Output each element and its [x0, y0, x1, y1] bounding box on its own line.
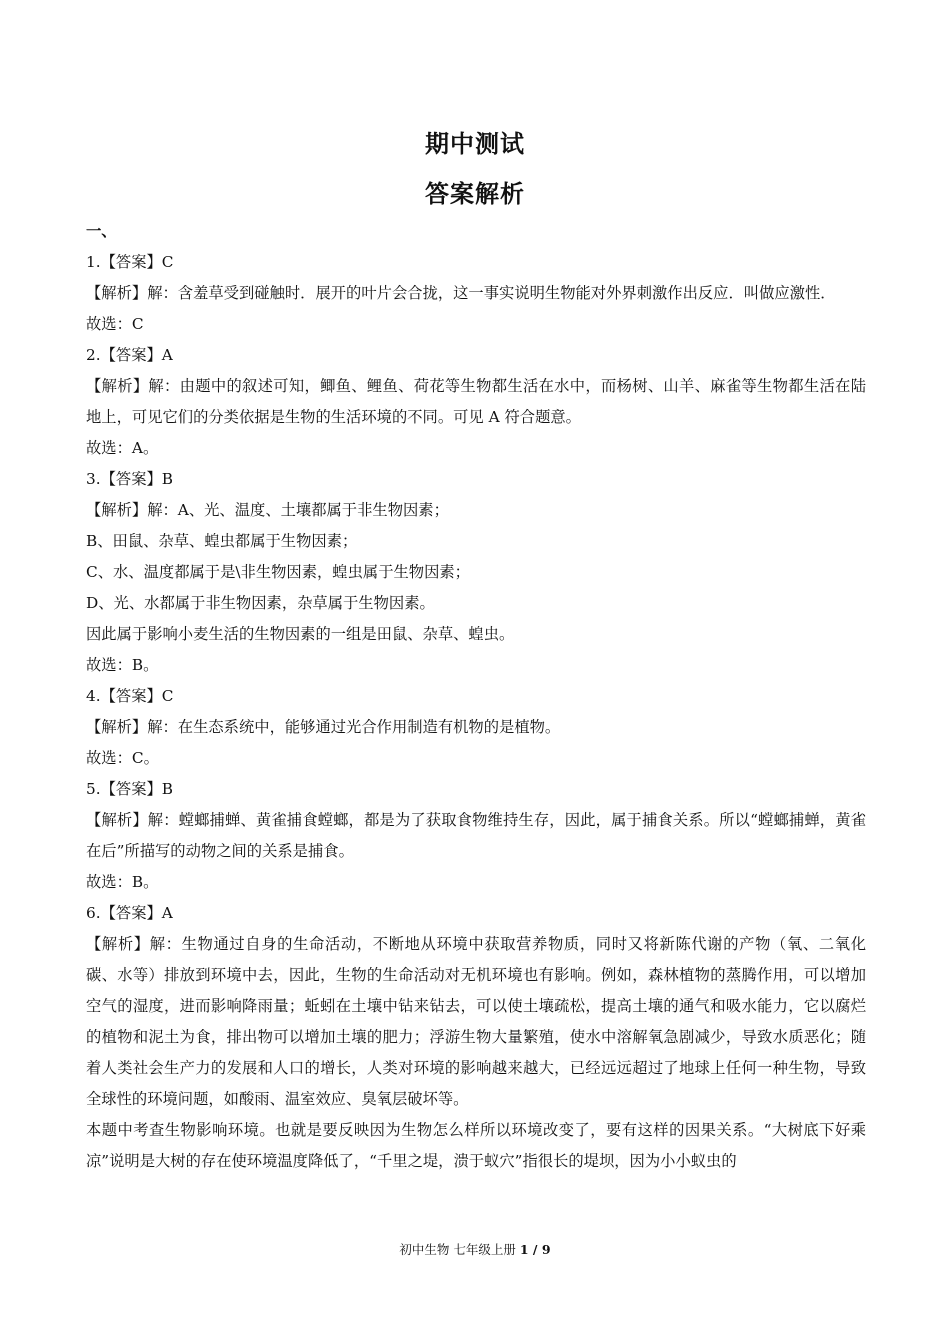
answer-line: 4.【答案】C — [86, 687, 174, 705]
page-separator: / — [528, 1242, 542, 1257]
answer-line: 6.【答案】A — [86, 904, 173, 922]
answer-line: 1.【答案】C — [86, 253, 174, 271]
choice-line: 故选：A。 — [86, 439, 159, 457]
analysis-line: 因此属于影响小麦生活的生物因素的一组是田鼠、杂草、蝗虫。 — [86, 625, 515, 643]
analysis-line: C、水、温度都属于是\非生物因素，蝗虫属于生物因素； — [86, 563, 470, 581]
analysis-line: 【解析】解：A、光、温度、土壤都属于非生物因素； — [86, 501, 449, 519]
choice-line: 故选：B。 — [86, 656, 159, 674]
analysis-line: 【解析】解：螳螂捕蝉、黄雀捕食螳螂，都是为了获取食物维持生存，因此，属于捕食关系。所以“螳螂捕蝉，黄雀在后”所描写的动物之间的关系是捕食。 — [86, 811, 866, 860]
analysis-line: 【解析】解：由题中的叙述可知，鲫鱼、鲤鱼、荷花等生物都生活在水中，而杨树、山羊、麻雀等生物都生活在陆地上，可见它们的分类依据是生物的生活环境的不同。可见 A 符合题意。 — [86, 377, 866, 426]
page-number: 1 — [519, 1242, 529, 1257]
answer-body — [86, 216, 866, 1177]
analysis-line: 本题中考查生物影响环境。也就是要反映因为生物怎么样所以环境改变了，要有这样的因果关系。“大树底下好乘凉”说明是大树的存在使环境温度降低了，“千里之堤，溃于蚁穴”指很长的堤坝，因为小小蚁虫的 — [86, 1121, 866, 1170]
answer-line: 3.【答案】B — [86, 470, 174, 488]
answer-line: 5.【答案】B — [86, 780, 174, 798]
footer-label: 初中生物 七年级上册 — [399, 1242, 520, 1257]
document-title: 期中测试 — [425, 130, 525, 158]
analysis-line: B、田鼠、杂草、蝗虫都属于生物因素； — [86, 532, 358, 550]
page-total: 9 — [541, 1242, 551, 1257]
answer-line: 2.【答案】A — [86, 346, 173, 364]
analysis-line: 【解析】解：含羞草受到碰触时．展开的叶片会合拢，这一事实说明生物能对外界刺激作出反应．叫做应激性． — [86, 284, 836, 302]
analysis-line: 【解析】解：生物通过自身的生命活动，不断地从环境中获取营养物质，同时又将新陈代谢的产物（氧、二氧化碳、水等）排放到环境中去，因此，生物的生命活动对无机环境也有影响。例如，森林植物的蒸腾作用，可以增加空气的湿度，进而影响降雨量；蚯蚓在土壤中钻来钻去，可以使土壤疏松，提高土壤的通气和吸水能力，它以腐烂的植物和泥土为食，排出物可以增加土壤的肥力；浮游生物大量繁殖，使水中溶解氧急剧减少，导致水质恶化；随着人类社会生产力的发展和人口的增长，人类对环境的影响越来越大，已经远远超过了地球上任何一种生物，导致全球性的环境问题，如酸雨、温室效应、臭氧层破坏等。 — [86, 935, 866, 1108]
section-heading: 一、 — [86, 222, 117, 240]
analysis-line: 【解析】解：在生态系统中，能够通过光合作用制造有机物的是植物。 — [86, 718, 561, 736]
choice-line: 故选：C。 — [86, 749, 159, 767]
analysis-line: D、光、水都属于非生物因素，杂草属于生物因素。 — [86, 594, 435, 612]
document-subtitle: 答案解析 — [425, 180, 525, 208]
choice-line: 故选：C — [86, 315, 144, 333]
choice-line: 故选：B。 — [86, 873, 159, 891]
page-footer — [0, 1240, 950, 1258]
